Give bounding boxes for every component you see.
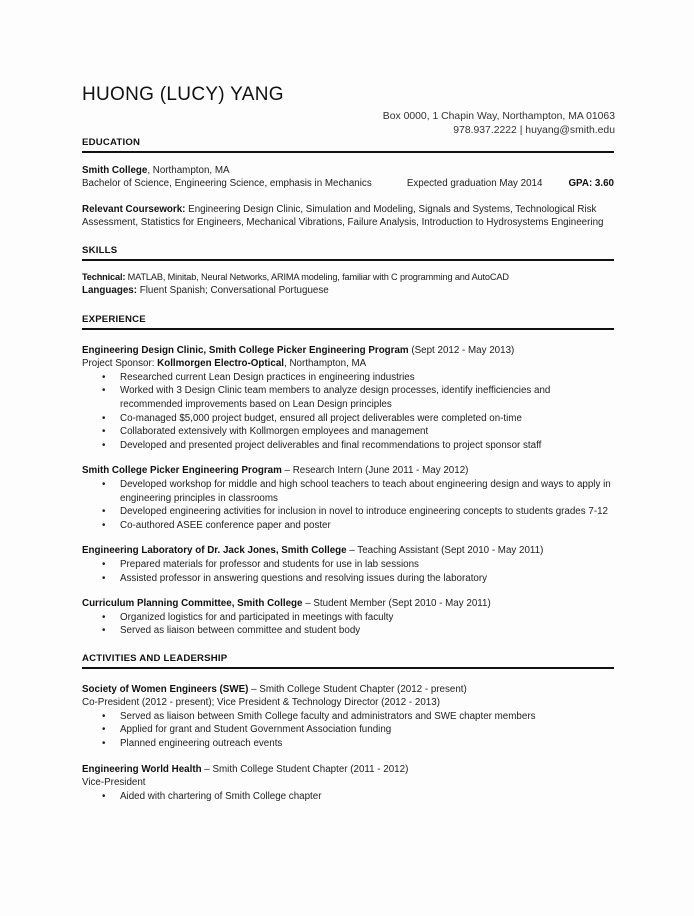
bullet-item: • Planned engineering outreach events (102, 737, 283, 749)
bullet-item: • Collaborated extensively with Kollmorgen employees and management (102, 426, 429, 438)
bullet-item: • Served as liaison between committee and student body (102, 625, 361, 637)
degree-line: Bachelor of Science, Engineering Science, emphasis in Mechanics Expected graduation May 2014 GPA: 3.60 (82, 178, 614, 190)
job-heading: Smith College Picker Engineering Program – Research Intern (June 2011 - May 2012) (82, 465, 469, 477)
bullet-item: • Aided with chartering of Smith College chapter (102, 790, 322, 802)
activity-heading: Society of Women Engineers (SWE) – Smith College Student Chapter (2012 - present) (82, 683, 467, 695)
coursework-line-1: Relevant Coursework: Engineering Design Clinic, Simulation and Modeling, Signals and Systems, Technological Risk (82, 203, 597, 215)
phone-email: 978.937.2222 | huyang@smith.edu (453, 125, 615, 136)
activity-role: Vice-President (82, 777, 146, 789)
bullet-item: • Assisted professor in answering questions and resolving issues during the laboratory (102, 572, 488, 584)
job-heading: Curriculum Planning Committee, Smith College – Student Member (Sept 2010 - May 2011) (82, 598, 491, 610)
candidate-name: HUONG (LUCY) YANG (82, 84, 284, 105)
project-sponsor: Project Sponsor: Kollmorgen Electro-Optical, Northampton, MA (82, 358, 367, 370)
gpa: GPA: 3.60 (568, 178, 614, 190)
skills-section (82, 245, 614, 298)
job-entry (82, 344, 614, 453)
coursework-line-2: Assessment, Statistics for Engineers, Mechanical Vibrations, Failure Analysis, Introduction to Hydrosystems Engineering (82, 217, 604, 229)
activity-entry (82, 763, 614, 804)
activity-heading: Engineering World Health – Smith College Student Chapter (2011 - 2012) (82, 763, 409, 775)
job-heading: Engineering Laboratory of Dr. Jack Jones, Smith College – Teaching Assistant (Sept 2010 - May 2011) (82, 545, 544, 557)
bullet-item: • Developed and presented project deliverables and final recommendations to project sponsor staff (102, 439, 542, 451)
bullet-item: • Worked with 3 Design Clinic team members to analyze design processes, identify inefficiencies and recommended improvements based on Lean Design principles (102, 385, 551, 410)
bullet-item: • Applied for grant and Student Government Association funding (102, 724, 392, 736)
language-skills: Languages: Fluent Spanish; Conversational Portuguese (82, 285, 329, 297)
experience-section (82, 314, 614, 638)
activity-entry (82, 683, 614, 751)
activity-role: Co-President (2012 - present); Vice President & Technology Director (2012 - 2013) (82, 697, 440, 709)
bullet-item: • Served as liaison between Smith College faculty and administrators and SWE chapter members (102, 710, 536, 722)
bullet-item: • Researched current Lean Design practices in engineering industries (102, 371, 415, 383)
bullet-item: • Prepared materials for professor and students for use in lab sessions (102, 558, 419, 570)
contact-block (383, 110, 615, 138)
activities-title: ACTIVITIES AND LEADERSHIP (82, 653, 228, 664)
bullet-item: • Organized logistics for and participated in meetings with faculty (102, 611, 394, 623)
bullet-item: • Co-managed $5,000 project budget, ensured all project deliverables were completed on-time (102, 412, 522, 424)
job-entry (82, 597, 614, 638)
education-section (82, 137, 614, 230)
job-heading: Engineering Design Clinic, Smith College Picker Engineering Program (Sept 2012 - May 2013) (82, 344, 515, 356)
job-entry (82, 464, 614, 532)
bullet-item: • Developed engineering activities for inclusion in novel to introduce engineering concepts to students grades 7-12 (102, 506, 608, 518)
bullet-item: • Co-authored ASEE conference paper and poster (102, 519, 331, 531)
experience-title: EXPERIENCE (82, 314, 146, 325)
address: Box 0000, 1 Chapin Way, Northampton, MA 01063 (382, 111, 615, 122)
skills-title: SKILLS (82, 245, 118, 256)
education-title: EDUCATION (82, 137, 141, 148)
school-line: Smith College, Northampton, MA (82, 164, 230, 176)
job-entry (82, 544, 614, 585)
technical-skills: Technical: MATLAB, Minitab, Neural Networks, ARIMA modeling, familiar with C programming and AutoCAD (82, 271, 509, 282)
bullet-item: • Developed workshop for middle and high school teachers to teach about engineering design and ways to apply in engineering principles in classrooms (102, 478, 611, 504)
activities-section (82, 653, 614, 803)
